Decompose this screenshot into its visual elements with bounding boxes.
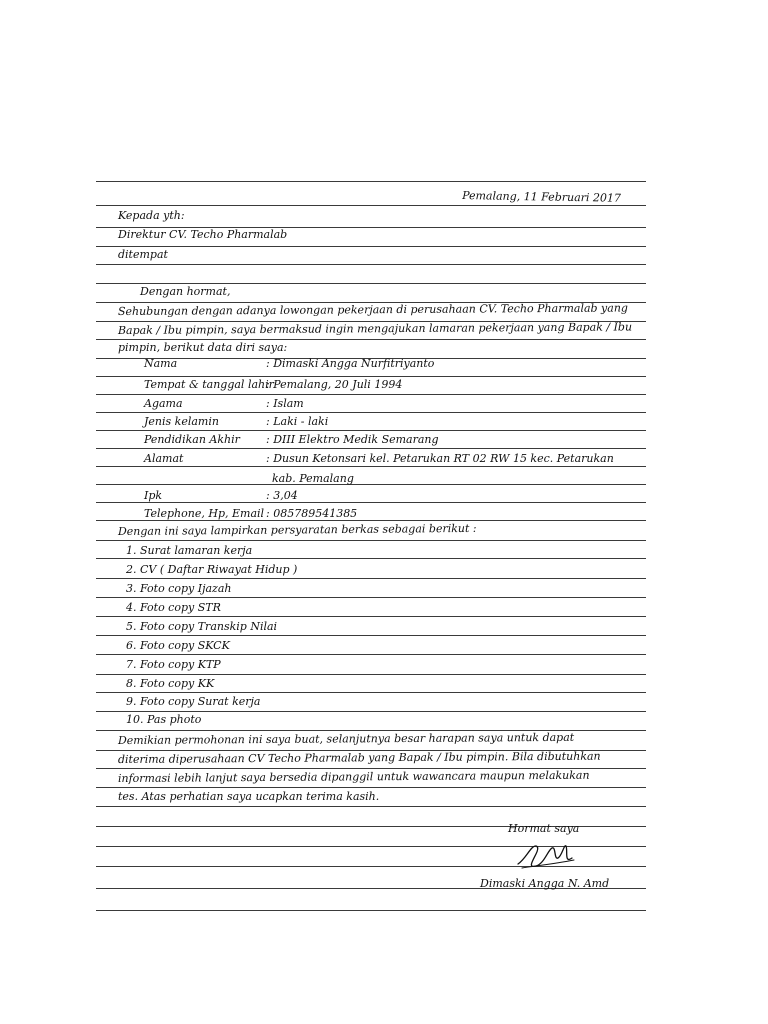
ruled-line bbox=[96, 502, 646, 503]
ruled-line bbox=[96, 339, 646, 340]
ruled-line bbox=[96, 692, 646, 693]
signature bbox=[514, 838, 578, 874]
ruled-line bbox=[96, 430, 646, 431]
ruled-line bbox=[96, 448, 646, 449]
recipient-line-1: Kepada yth: bbox=[118, 209, 185, 222]
recipient-line-2: Direktur CV. Techo Pharmalab bbox=[118, 228, 288, 241]
list-item: 1. Surat lamaran kerja bbox=[126, 544, 253, 557]
field-value: : 3,04 bbox=[266, 489, 298, 502]
sign-off: Hormat saya bbox=[508, 822, 580, 835]
ruled-line bbox=[96, 246, 646, 247]
list-item: 2. CV ( Daftar Riwayat Hidup ) bbox=[126, 563, 298, 576]
field-label: Alamat bbox=[144, 452, 184, 465]
intro-line-2: Bapak / Ibu pimpin, saya bermaksud ingin mengajukan lamaran pekerjaan yang Bapak / Ibu bbox=[117, 320, 633, 338]
list-item: 8. Foto copy KK bbox=[126, 677, 215, 690]
intro-line-3: pimpin, berikut data diri saya: bbox=[118, 341, 288, 354]
ruled-line bbox=[96, 616, 646, 617]
field-value: : DIII Elektro Medik Semarang bbox=[266, 433, 439, 446]
field-value: : Dusun Ketonsari kel. Petarukan RT 02 RW 15 kec. Petarukan bbox=[266, 452, 614, 465]
field-value: : Laki - laki bbox=[266, 415, 329, 428]
closing-line-4: tes. Atas perhatian saya ucapkan terima kasih. bbox=[118, 790, 380, 803]
ruled-line bbox=[96, 540, 646, 541]
closing-line-1: Demikian permohonan ini saya buat, selanjutnya besar harapan saya untuk dapat bbox=[117, 730, 575, 747]
field-label: Ipk bbox=[144, 489, 163, 502]
field-value: : 085789541385 bbox=[266, 507, 358, 520]
list-item: 7. Foto copy KTP bbox=[126, 658, 221, 671]
list-item: 9. Foto copy Surat kerja bbox=[126, 695, 261, 708]
list-item: 3. Foto copy Ijazah bbox=[126, 582, 232, 595]
closing-line-3: informasi lebih lanjut saya bersedia dipanggil untuk wawancara maupun melakukan bbox=[117, 768, 590, 785]
field-label: Nama bbox=[144, 357, 178, 370]
salutation: Dengan hormat, bbox=[140, 285, 231, 298]
attachments-intro: Dengan ini saya lampirkan persyaratan berkas sebagai berikut : bbox=[117, 521, 477, 539]
ruled-line bbox=[96, 635, 646, 636]
field-value: : Pemalang, 20 Juli 1994 bbox=[266, 378, 403, 391]
ruled-line bbox=[96, 787, 646, 788]
field-label: Agama bbox=[144, 397, 183, 410]
field-label: Jenis kelamin bbox=[144, 415, 219, 428]
ruled-line bbox=[96, 264, 646, 265]
ruled-line bbox=[96, 205, 646, 206]
intro-line-1: Sehubungan dengan adanya lowongan pekerjaan di perusahaan CV. Techo Pharmalab yang bbox=[117, 301, 628, 319]
ruled-line bbox=[96, 654, 646, 655]
ruled-line bbox=[96, 578, 646, 579]
ruled-line bbox=[96, 910, 646, 911]
ruled-line bbox=[96, 597, 646, 598]
recipient-line-3: ditempat bbox=[118, 248, 168, 261]
field-value: : Dimaski Angga Nurfitriyanto bbox=[266, 357, 435, 370]
ruled-line bbox=[96, 376, 646, 377]
ruled-line bbox=[96, 674, 646, 675]
field-label: Tempat & tanggal lahir bbox=[144, 378, 274, 391]
field-value: kab. Pemalang bbox=[272, 472, 354, 485]
field-value: : Islam bbox=[266, 397, 304, 410]
list-item: 10. Pas photo bbox=[126, 713, 202, 726]
ruled-line bbox=[96, 181, 646, 182]
field-label: Pendidikan Akhir bbox=[144, 433, 240, 446]
ruled-line bbox=[96, 466, 646, 467]
list-item: 4. Foto copy STR bbox=[126, 601, 221, 614]
list-item: 6. Foto copy SKCK bbox=[126, 639, 230, 652]
signer-name: Dimaski Angga N. Amd bbox=[480, 877, 610, 890]
ruled-line bbox=[96, 394, 646, 395]
ruled-line bbox=[96, 283, 646, 284]
list-item: 5. Foto copy Transkip Nilai bbox=[126, 620, 278, 633]
ruled-line bbox=[96, 484, 646, 485]
field-label: Telephone, Hp, Email bbox=[144, 507, 265, 520]
closing-line-2: diterima diperusahaan CV Techo Pharmalab yang Bapak / Ibu pimpin. Bila dibutuhkan bbox=[117, 749, 601, 766]
letter-date: Pemalang, 11 Februari 2017 bbox=[462, 189, 622, 205]
ruled-line bbox=[96, 412, 646, 413]
ruled-line bbox=[96, 806, 646, 807]
ruled-line bbox=[96, 711, 646, 712]
ruled-line bbox=[96, 558, 646, 559]
